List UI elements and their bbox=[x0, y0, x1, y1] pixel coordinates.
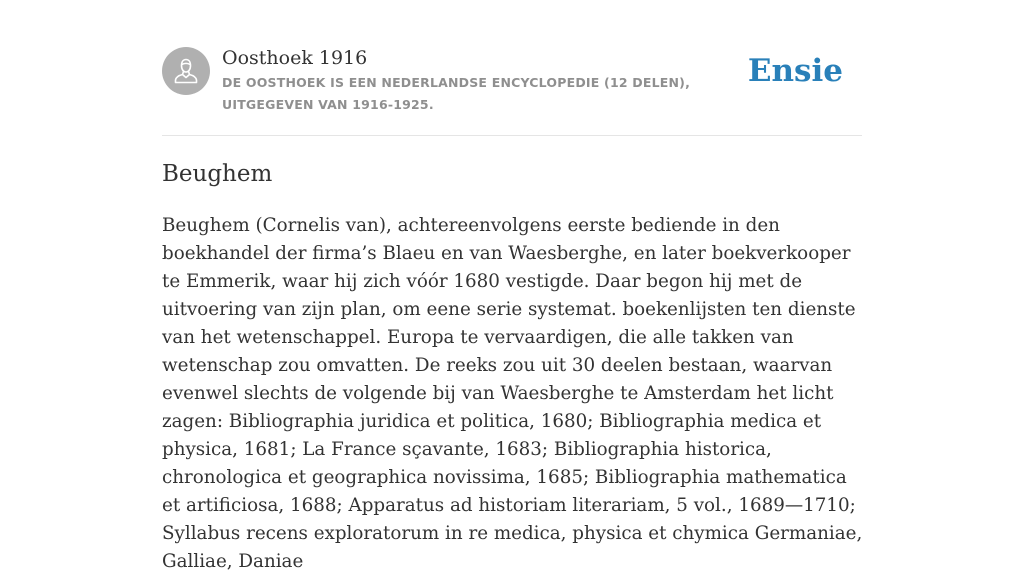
entry-body: Beughem (Cornelis van), achtereenvolgens eerste bediende in den boekhandel der firma’s Blaeu en van Waesberghe, en later boekverkooper te Emmerik, waar hij zich vóór 1680 vestigde. Daar begon hij met de uitvoering van zijn plan, om eene serie systemat. boekenlijsten ten dienste van het wetenschappel. Europa te vervaardigen, die alle takken van wetenschap zou omvatten. De reeks zou uit 30 deelen bestaan, waarvan evenwel slechts de volgende bij van Waesberghe te Amsterdam het licht zagen: Bibliographia juridica et politica, 1680; Bibliographia medica et physica, 1681; La France sçavante, 1683; Bibliographia historica, chronologica et geographica novissima, 1685; Bibliographia mathematica et artificiosa, 1688; Apparatus ad historiam literariam, 5 vol., 1689—1710; Syllabus recens exploratorum in re medica, physica et chymica Germaniae, Galliae, Daniae bbox=[162, 215, 863, 572]
source-header bbox=[162, 46, 862, 136]
entry-card bbox=[162, 0, 863, 572]
source-avatar[interactable] bbox=[162, 47, 210, 95]
header-divider bbox=[162, 135, 862, 136]
source-title[interactable]: Oosthoek 1916 bbox=[222, 47, 368, 69]
entry-title: Beughem bbox=[162, 161, 273, 187]
ensie-logo-link[interactable]: Ensie bbox=[747, 53, 843, 89]
source-description: DE OOSTHOEK IS EEN NEDERLANDSE ENCYCLOPEDIE (12 DELEN), UITGEGEVEN VAN 1916-1925. bbox=[222, 75, 691, 112]
user-silhouette-icon bbox=[162, 47, 210, 95]
